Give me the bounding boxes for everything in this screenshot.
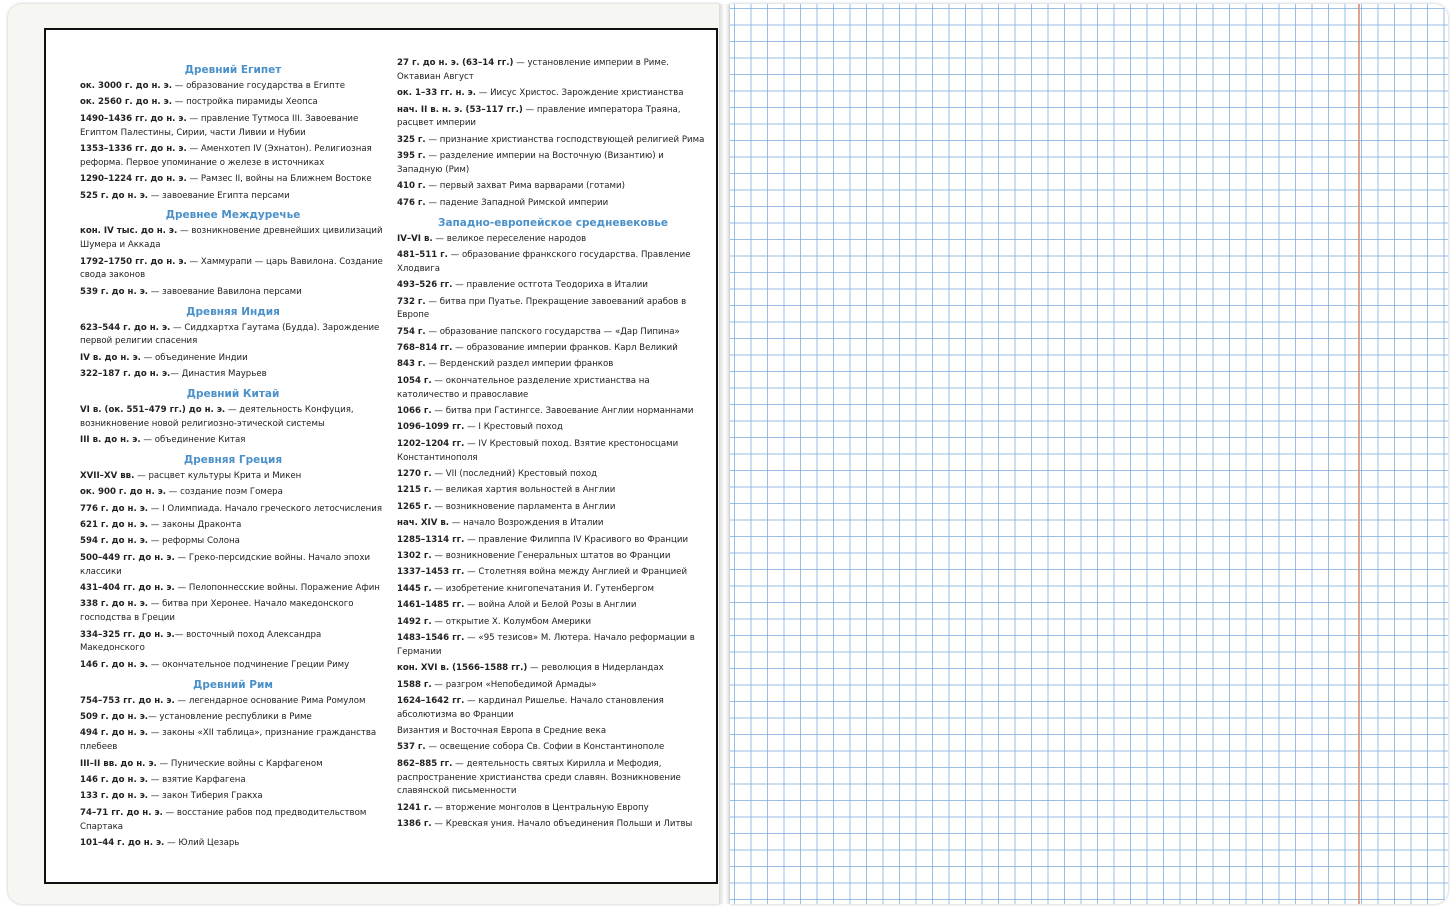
grid-page <box>730 4 1448 904</box>
entry-date: 1290–1224 гг. до н. э. <box>80 174 187 185</box>
entry-text: — открытие Х. Колумбом Америки <box>431 616 592 627</box>
entry-date: 146 г. до н. э. <box>80 774 149 785</box>
timeline-entry <box>397 249 709 277</box>
timeline-entry <box>80 758 386 772</box>
timeline-entry <box>397 566 709 580</box>
entry-text: — Пунические войны с Карфагеном <box>156 758 323 769</box>
entry-text: — IV Крестовый поход. Взятие крестоносцами Константинополя <box>397 438 679 463</box>
entry-date: 1202–1204 гг. <box>397 438 465 449</box>
entry-date: 1353–1336 гг. до н. э. <box>80 143 187 154</box>
entry-date: 1054 г. <box>397 375 432 386</box>
timeline-entry <box>80 629 386 657</box>
entry-text: — постройка пирамиды Хеопса <box>172 97 318 108</box>
entry-text: — восточный поход Александра Македонского <box>80 629 322 654</box>
entry-text: — взятие Карфагена <box>148 774 246 785</box>
entry-date: 623–544 г. до н. э. <box>80 322 171 333</box>
entry-text: — первый захват Рима варварами (готами) <box>425 181 625 192</box>
timeline-entry <box>397 550 709 564</box>
entry-date: VI в. (ок. 551–479 гг.) до н. э. <box>80 404 226 415</box>
entry-text: — завоевание Египта персами <box>148 190 290 201</box>
entry-text: — легендарное основание Рима Ромулом <box>174 695 366 706</box>
entry-text: — законы Драконта <box>148 520 242 531</box>
timeline-entry <box>80 837 386 851</box>
timeline-entry <box>80 404 386 432</box>
timeline-entry <box>397 180 709 194</box>
entry-date: 493–526 гг. <box>397 280 453 291</box>
entry-text: — революция в Нидерландах <box>527 663 664 674</box>
entry-text: — освещение собора Св. Софии в Константинополе <box>425 742 665 753</box>
right-column <box>397 57 709 835</box>
entry-date: 325 г. <box>397 134 426 145</box>
entry-date: 862–885 гг. <box>397 758 453 769</box>
section-title: Древняя Индия <box>186 305 280 318</box>
timeline-entry <box>80 225 386 253</box>
timeline-entry <box>397 468 709 482</box>
entry-text: — правление остгота Теодориха в Италии <box>452 280 648 291</box>
entry-text: — Аменхотеп IV (Эхнатон). Религиозная реформа. Первое упоминание о железе в источниках <box>80 143 372 168</box>
entry-date: 1461–1485 гг. <box>397 600 465 611</box>
timeline-entry <box>80 552 386 580</box>
entry-date: 754 г. <box>397 326 426 337</box>
entry-date: IV–VI в. <box>397 233 433 244</box>
timeline-entry <box>397 87 709 101</box>
entry-text: — завоевание Вавилона персами <box>148 286 302 297</box>
entry-date: 525 г. до н. э. <box>80 190 149 201</box>
entry-date: 476 г. <box>397 197 426 208</box>
entry-date: 133 г. до н. э. <box>80 791 149 802</box>
entry-text: — Рамзес II, войны на Ближнем Востоке <box>186 174 372 185</box>
timeline-entry <box>397 104 709 132</box>
section-title: Древнее Междуречье <box>165 209 301 222</box>
entry-text: — создание поэм Гомера <box>166 487 283 498</box>
entry-text: — I Олимпиада. Начало греческого летосчисления <box>148 503 383 514</box>
timeline-entry <box>397 405 709 419</box>
entry-text: — битва при Гастингсе. Завоевание Англии норманнами <box>431 406 694 417</box>
entry-text: — расцвет культуры Крита и Микен <box>134 470 302 481</box>
entry-text: — разгром «Непобедимой Армады» <box>431 679 597 690</box>
entry-text: — разделение империи на Восточную (Византию) и Западную (Рим) <box>397 151 664 175</box>
entry-date: 1792–1750 гг. до н. э. <box>80 256 187 267</box>
entry-date: 1624–1642 гг. <box>397 695 465 706</box>
entry-date: 500–449 гг. до н. э. <box>80 552 175 563</box>
entry-text: — правление императора Траяна, расцвет империи <box>397 104 681 129</box>
entry-text: — Сиддхартха Гаутама (Будда). Зарождение первой религии спасения <box>80 322 380 347</box>
entry-text: — изобретение книгопечатания И. Гутенбергом <box>431 583 654 594</box>
entry-text: — Юлий Цезарь <box>164 837 240 848</box>
entry-date: 594 г. до н. э. <box>80 536 149 547</box>
timeline-entry <box>80 582 386 596</box>
timeline-entry <box>80 434 386 448</box>
entry-date: 1490–1436 гг. до н. э. <box>80 113 187 124</box>
entry-text: — возникновение парламента в Англии <box>431 501 616 512</box>
entry-text: — битва при Пуатье. Прекращение завоеваний арабов в Европе <box>397 296 687 321</box>
timeline-entry <box>397 150 709 178</box>
timeline-entry <box>397 741 709 755</box>
entry-date: 101–44 г. до н. э. <box>80 837 165 848</box>
entry-text: — Верденский раздел империи франков <box>425 359 614 370</box>
timeline-entry <box>80 286 386 300</box>
entry-text: — великая хартия вольностей в Англии <box>431 485 616 496</box>
entry-text: — объединение Китая <box>140 435 246 446</box>
entry-date: 431–404 гг. до н. э. <box>80 583 175 594</box>
entry-text: — правление Тутмоса III. Завоевание Египтом Палестины, Сирии, части Ливии и Нубии <box>80 113 359 138</box>
entry-text: — деятельность святых Кирилла и Мефодия, распространение христианства среди славян. Возникновение славянской письменности <box>397 758 681 797</box>
timeline-entry <box>397 632 709 660</box>
entry-text: — Иисус Христос. Зарождение христианства <box>476 88 684 99</box>
timeline-entry <box>80 352 386 366</box>
entry-text: — деятельность Конфуция, возникновение новой религиозно-этической системы <box>80 404 354 429</box>
timeline-entry <box>80 695 386 709</box>
entry-date: 539 г. до н. э. <box>80 286 149 297</box>
entry-date: ок. 1–33 гг. н. э. <box>397 88 477 99</box>
entry-text: — образование папского государства — «Дар Пипина» <box>425 326 680 337</box>
entry-date: 322–187 г. до н. э. <box>80 369 171 380</box>
entry-text: — образование империи франков. Карл Великий <box>452 343 678 354</box>
margin-line <box>1358 4 1360 904</box>
entry-text: — правление Филиппа IV Красивого во Франции <box>464 534 689 545</box>
timeline-entry <box>397 358 709 372</box>
entry-date: 1265 г. <box>397 501 432 512</box>
entry-date: 509 г. до н. э. <box>80 711 149 722</box>
entry-text: — образование государства в Египте <box>172 81 346 91</box>
entry-date: 843 г. <box>397 359 426 370</box>
timeline-entry <box>80 256 386 284</box>
entry-date: 74–71 гг. до н. э. <box>80 807 163 818</box>
entry-text: — VII (последний) Крестовый поход <box>431 469 598 480</box>
left-page <box>8 4 720 904</box>
entry-date: 754–753 гг. до н. э. <box>80 695 175 706</box>
entry-date: 1492 г. <box>397 616 432 627</box>
entry-text: — падение Западной Римской империи <box>425 197 609 208</box>
section-title: Древний Китай <box>186 387 280 400</box>
section-title: Древний Рим <box>193 678 273 691</box>
entry-date: кон. IV тыс. до н. э. <box>80 226 178 237</box>
timeline-entry <box>80 486 386 500</box>
entry-date: III–II вв. до н. э. <box>80 758 157 769</box>
entry-date: 334–325 гг. до н. э. <box>80 629 175 640</box>
entry-text: — великое переселение народов <box>432 233 587 244</box>
entry-date: 494 г. до н. э. <box>80 728 149 739</box>
timeline-entry <box>397 583 709 597</box>
entry-text: — закон Тиберия Гракха <box>148 791 263 802</box>
entry-text: — Пелопоннесские войны. Поражение Афин <box>174 583 380 594</box>
entry-text: — Династия Маурьев <box>170 369 267 380</box>
entry-text: — окончательное подчинение Греции Риму <box>148 659 350 670</box>
entry-date: 621 г. до н. э. <box>80 520 149 531</box>
timeline-entry <box>80 322 386 350</box>
timeline-entry <box>397 501 709 515</box>
entry-text: — I Крестовый поход <box>464 422 563 433</box>
timeline-entry <box>397 517 709 531</box>
entry-date: 1285–1314 гг. <box>397 534 465 545</box>
history-dates-panel <box>44 28 718 884</box>
timeline-entry <box>397 57 709 85</box>
timeline-entry <box>80 535 386 549</box>
timeline-entry <box>397 134 709 148</box>
timeline-entry <box>80 190 386 204</box>
timeline-entry <box>80 519 386 533</box>
timeline-entry <box>397 342 709 356</box>
entry-date: 1241 г. <box>397 802 432 813</box>
timeline-entry <box>80 774 386 788</box>
section-title: Древняя Греция <box>183 453 283 466</box>
timeline-entry <box>80 173 386 187</box>
section-title: Западно-европейское средневековье <box>438 216 668 229</box>
entry-date: ок. 900 г. до н. э. <box>80 487 167 498</box>
entry-date: 338 г. до н. э. <box>80 599 149 610</box>
entry-date: III в. до н. э. <box>80 435 141 446</box>
timeline-entry <box>397 484 709 498</box>
entry-text: — Кревская уния. Начало объединения Польши и Литвы <box>431 819 693 830</box>
left-column <box>80 58 386 853</box>
timeline-entry <box>397 758 709 799</box>
entry-date: IV в. до н. э. <box>80 352 141 363</box>
entry-date: 537 г. <box>397 742 426 753</box>
entry-text: — признание христианства господствующей религией Рима <box>425 134 705 145</box>
entry-date: 732 г. <box>397 296 426 307</box>
timeline-entry <box>80 711 386 725</box>
entry-date: кон. XVI в. (1566–1588 гг.) <box>397 663 528 674</box>
timeline-entry <box>80 96 386 110</box>
entry-date: 768–814 гг. <box>397 343 453 354</box>
entry-date: 410 г. <box>397 181 426 192</box>
timeline-entry <box>397 279 709 293</box>
entry-date: 1386 г. <box>397 819 432 830</box>
entry-date: XVII–XV вв. <box>80 470 135 481</box>
entry-date: ок. 2560 г. до н. э. <box>80 97 173 108</box>
entry-text: — возникновение древнейших цивилизаций Шумера и Аккада <box>80 226 383 251</box>
timeline-entry <box>397 662 709 676</box>
timeline-entry <box>80 659 386 673</box>
entry-text: — объединение Индии <box>140 352 248 363</box>
entry-text: — окончательное разделение христианства на католичество и православие <box>397 375 650 400</box>
timeline-entry <box>80 790 386 804</box>
timeline-entry <box>397 438 709 466</box>
entry-text: — реформы Солона <box>148 536 240 547</box>
entry-date: 1445 г. <box>397 583 432 594</box>
entry-date: 1588 г. <box>397 679 432 690</box>
timeline-entry <box>397 421 709 435</box>
entry-date: ок. 3000 г. до н. э. <box>80 81 173 91</box>
entry-date: 27 г. до н. э. (63–14 гг.) <box>397 58 514 68</box>
timeline-entry <box>397 818 709 832</box>
timeline-entry <box>80 80 386 94</box>
entry-date: нач. XIV в. <box>397 518 450 529</box>
entry-text: — начало Возрождения в Италии <box>449 518 604 529</box>
entry-text: — Хаммурапи — царь Вавилона. Создание свода законов <box>80 256 383 281</box>
timeline-entry <box>397 616 709 630</box>
timeline-entry <box>80 503 386 517</box>
entry-date: 395 г. <box>397 151 426 162</box>
timeline-entry <box>397 802 709 816</box>
entry-text: — образование франкского государства. Правление Хлодвига <box>397 249 691 274</box>
entry-date: 1096–1099 гг. <box>397 422 465 433</box>
entry-text: — установление республики в Риме <box>148 711 312 722</box>
timeline-entry <box>80 368 386 382</box>
timeline-entry <box>397 233 709 247</box>
timeline-entry <box>397 679 709 693</box>
entry-text: — Греко-персидские войны. Начало эпохи классики <box>80 552 371 577</box>
entry-text: — возникновение Генеральных штатов во Франции <box>431 550 671 561</box>
entry-date: 1302 г. <box>397 550 432 561</box>
entry-text: — восстание рабов под предводительством Спартака <box>80 807 367 832</box>
timeline-entry <box>397 725 709 739</box>
timeline-entry <box>397 695 709 723</box>
entry-date: 1066 г. <box>397 406 432 417</box>
timeline-entry <box>397 375 709 403</box>
entry-date: 1483–1546 гг. <box>397 632 465 643</box>
timeline-entry <box>80 807 386 835</box>
timeline-entry <box>397 296 709 324</box>
entry-date: 776 г. до н. э. <box>80 503 149 514</box>
entry-date: 481–511 г. <box>397 249 448 260</box>
section-title: Древний Египет <box>184 64 282 76</box>
entry-date: нач. II в. н. э. (53–117 гг.) <box>397 104 523 115</box>
timeline-entry <box>397 534 709 548</box>
entry-date: 146 г. до н. э. <box>80 659 149 670</box>
timeline-entry <box>80 470 386 484</box>
entry-text: — установление империи в Риме. Октавиан Август <box>397 58 669 82</box>
timeline-entry <box>80 598 386 626</box>
entry-text: — война Алой и Белой Розы в Англии <box>464 600 637 611</box>
timeline-entry <box>397 599 709 613</box>
timeline-entry <box>80 727 386 755</box>
entry-date: 1215 г. <box>397 485 432 496</box>
entry-date: 1270 г. <box>397 469 432 480</box>
entry-date: 1337–1453 гг. <box>397 567 465 578</box>
entry-text: Византия и Восточная Европа в Средние века <box>397 726 607 737</box>
entry-text: — Столетняя война между Англией и Францией <box>464 567 688 578</box>
entry-text: — битва при Херонее. Начало македонского господства в Греции <box>80 599 354 624</box>
entry-text: — законы «XII таблица», признание гражданства плебеев <box>80 728 377 753</box>
timeline-entry <box>80 113 386 141</box>
entry-text: — вторжение монголов в Центральную Европу <box>431 802 649 813</box>
timeline-entry <box>397 326 709 340</box>
timeline-entry <box>397 197 709 211</box>
timeline-entry <box>80 143 386 171</box>
entry-text: — «95 тезисов» М. Лютера. Начало реформации в Германии <box>397 632 695 657</box>
entry-text: — кардинал Ришелье. Начало становления абсолютизма во Франции <box>397 695 664 720</box>
